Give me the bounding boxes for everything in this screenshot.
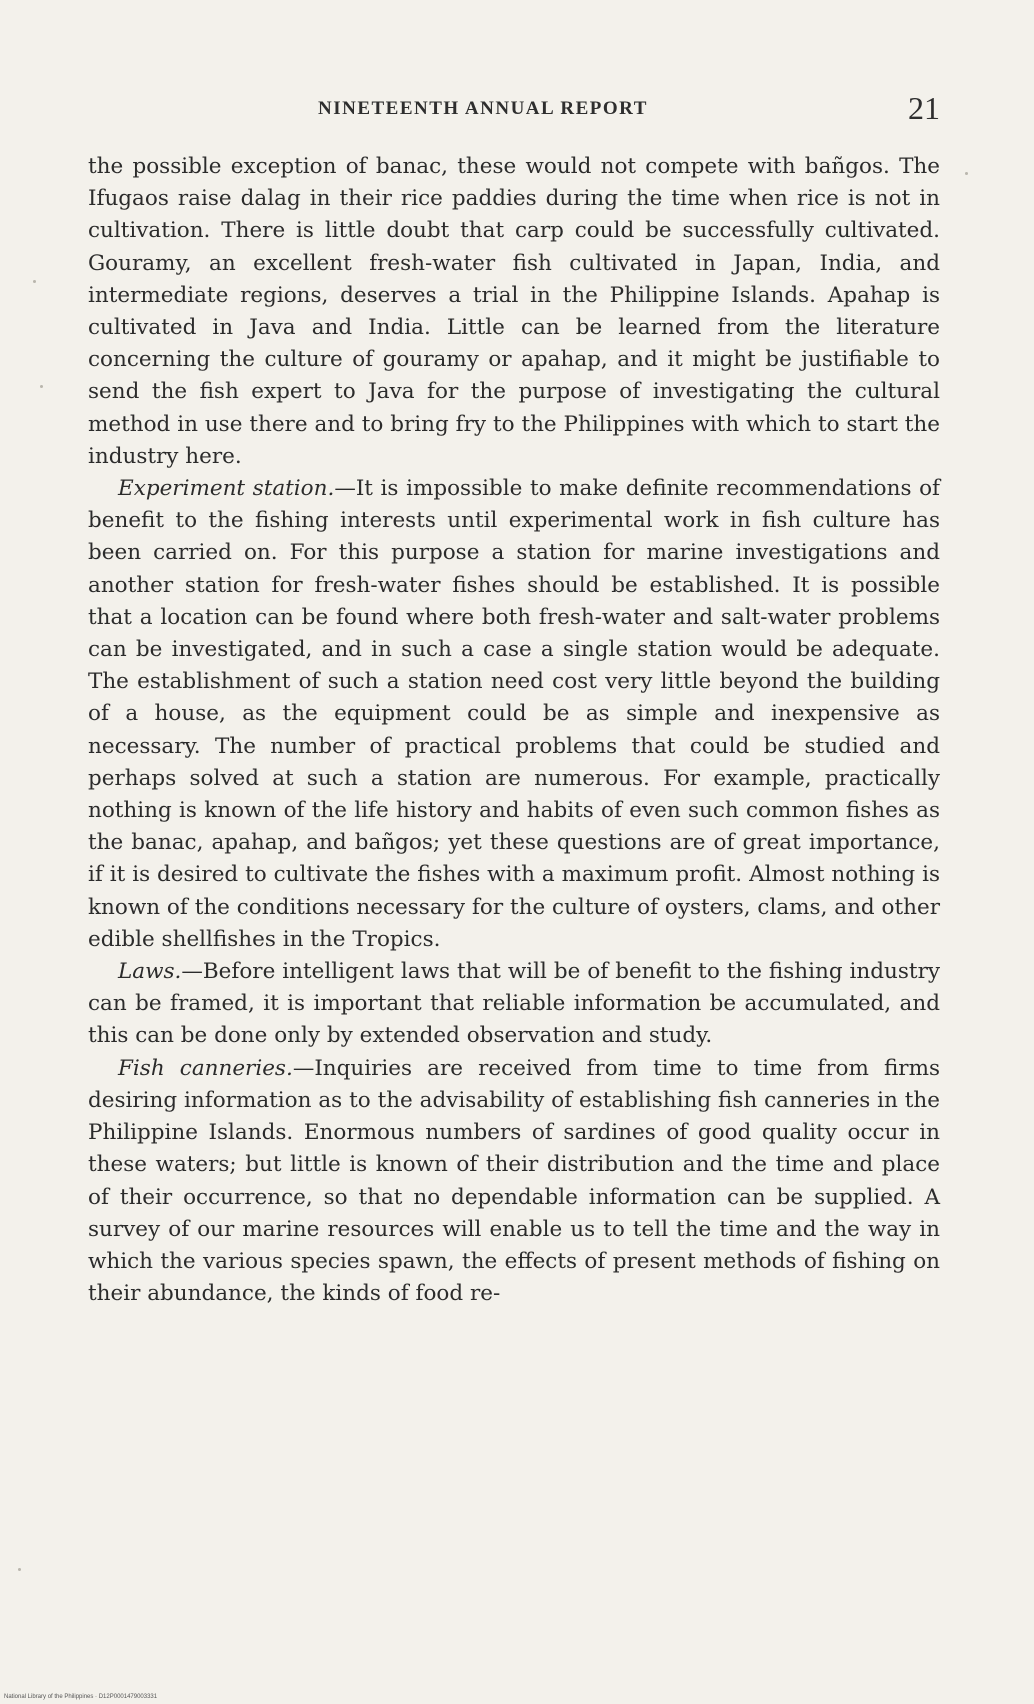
- paragraph-text: —Inquiries are received from time to time from firms desiring information as to the advisability of establishing fish canneries in the Philippine Islands. Enormous numbers of sardines of good quality occur in these waters; but little is known of their distribution and the time and place of their occurrence, so that no dependable information can be supplied. A survey of our marine resources will enable us to tell the time and the way in which the various species spawn, the effects of present methods of fishing on their abundance, the kinds of food re-: [88, 1055, 941, 1307]
- paragraph-laws: [88, 956, 940, 1053]
- paragraph-text: —It is impossible to make definite recommendations of benefit to the fishing interests until experimental work in fish culture has been carried on. For this purpose a station for marine investigations and another station for fresh-water fishes should be established. It is possible that a location can be found where both fresh-water and salt-water problems can be investigated, and in such a case a single station would be adequate. The establishment of such a station need cost very little beyond the building of a house, as the equipment could be as simple and inexpensive as necessary. The number of practical problems that could be studied and perhaps solved at such a station are numerous. For example, practically nothing is known of the life history and habits of even such common fishes as the banac, apahap, and bañgos; yet these questions are of great importance, if it is desired to cultivate the fishes with a maximum profit. Almost nothing is known of the conditions necessary for the culture of oysters, clams, and other edible shellfishes in the Tropics.: [88, 476, 940, 952]
- run-in-heading: Fish canneries.: [118, 1055, 293, 1081]
- page-number: 21: [908, 90, 940, 126]
- run-in-heading: Experiment station.: [118, 476, 335, 502]
- body-text: [88, 151, 940, 1310]
- paragraph-experiment-station: [88, 473, 940, 956]
- paragraph-text: —Before intelligent laws that will be of benefit to the fishing industry can be framed, it is important that reliable information be accumulated, and this can be done only by extended observation and study.: [88, 959, 940, 1049]
- paper-speck: [40, 385, 43, 388]
- run-in-heading: Laws.: [118, 959, 182, 985]
- footer-stamp: National Library of the Philippines · D12P0001479003331: [4, 1694, 158, 1700]
- paper-speck: [33, 280, 36, 283]
- paragraph-text: the possible exception of banac, these would not compete with bañgos. The Ifugaos raise dalag in their rice paddies during the time when rice is not in cultivation. There is little doubt that carp could be successfully cultivated. Gouramy, an excellent fresh-water fish cultivated in Japan, India, and intermediate regions, deserves a trial in the Philippine Islands. Apahap is cultivated in Java and India. Little can be learned from the literature concerning the culture of gouramy or apahap, and it might be justifiable to send the fish expert to Java for the purpose of investigating the cultural method in use there and to bring fry to the Philippines with which to start the industry here.: [88, 154, 940, 469]
- paragraph-1: [88, 151, 940, 473]
- paper-speck: [965, 172, 968, 175]
- running-head: NINETEENTH ANNUAL REPORT: [318, 98, 648, 119]
- page-header: [90, 90, 940, 130]
- paper-speck: [18, 1568, 21, 1571]
- paragraph-fish-canneries: [88, 1053, 940, 1311]
